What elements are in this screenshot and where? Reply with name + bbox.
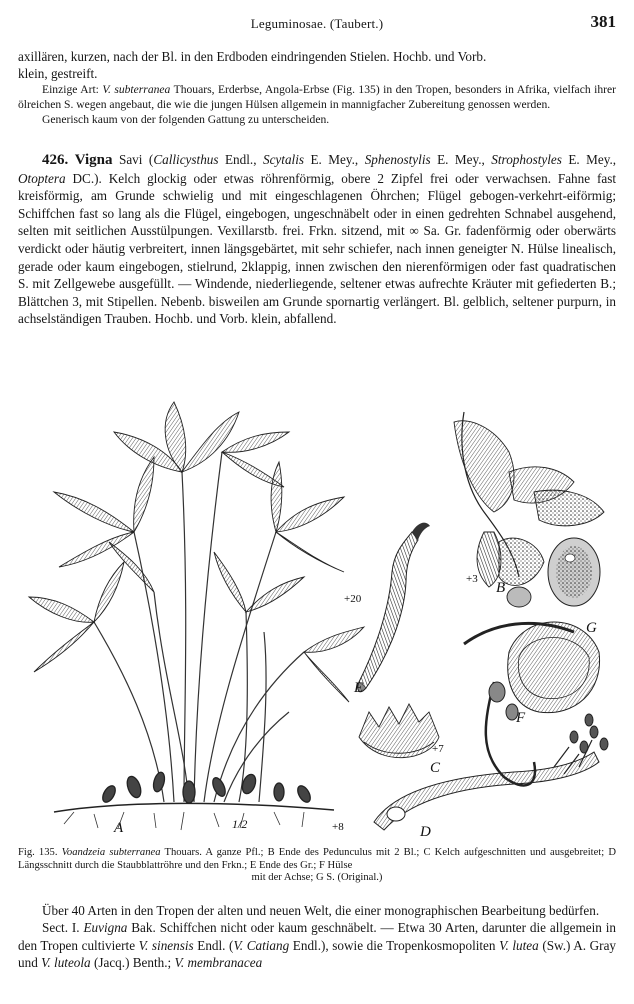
intro-section <box>18 48 616 127</box>
intro-line-2: klein, gestreift. <box>18 66 98 82</box>
species-paragraph: Einzige Art: V. subterranea Thouars, Erderbse, Angola-Erbse (Fig. 135) in den Tropen, besonders in Afrika, vielfach ihrer ölreichen S. wegen angebaut, die wie die jungen Hülsen allgemein in mannigfacher Zubereitung genossen werden. <box>18 83 616 112</box>
label-b: B <box>496 580 506 596</box>
genus-name: Vigna <box>74 152 113 168</box>
bottom-section <box>18 902 616 972</box>
label-d: D <box>420 824 431 840</box>
label-f: F <box>516 710 526 726</box>
figure-caption: Fig. 135. Voandzeia subterranea Thouars. A ganze Pfl.; B Ende des Pedunculus mit 2 Bl.; C Kelch aufgeschnitten und ausgebreitet; D Längsschnitt durch die Staubblattröhre und den Frkn.; E Ende des Gr.; F Hülse mit der Achse; G S. (Original.) <box>18 847 616 884</box>
label-e: E <box>354 680 364 696</box>
genus-number: 426. <box>42 152 69 168</box>
section-paragraph: Sect. I. Euvigna Bak. Schiffchen nicht oder kaum geschnäbelt. — Etwa 30 Arten, darunter die allgemein in den Tropen cultivierte V. sinensis Endl. (V. Catiang Endl.), sowie die Tropenkosmopoliten V. lutea (Sw.) A. Gray und V. luteola (Jacq.) Benth.; V. membranacea <box>18 920 617 971</box>
label-b-magnification: +3 <box>466 573 478 585</box>
species-count-paragraph: Über 40 Arten in den Tropen der alten und neuen Welt, die einer monographischen Bearbeitung bedürfen. <box>42 903 600 918</box>
generic-note: Generisch kaum von der folgenden Gattung zu unterscheiden. <box>42 113 330 127</box>
label-c-magnification: +7 <box>432 743 444 755</box>
label-half: 1/2 <box>232 817 248 831</box>
botanical-figure <box>14 382 620 844</box>
label-e-magnification: +20 <box>344 593 362 605</box>
genus-section <box>18 151 616 328</box>
plant-a-drawing <box>29 402 364 830</box>
label-d-magnification: +8 <box>332 821 344 833</box>
intro-line-1: axillären, kurzen, nach der Bl. in den Erdboden eindringenden Stielen. Hochb. und Vorb. <box>18 49 487 64</box>
figure-e-drawing <box>358 523 430 692</box>
figure-g-drawing <box>548 538 600 606</box>
genus-description: Kelch glockig oder etwas röhrenförmig, obere 2 Zipfel frei oder verwachsen. Fahne fast kreisförmig, am Grunde schwielig und mit eingeschlagenen Öhrchen; Flügel gebogen-verkehrt-eiförmig; Schiffchen fast so lang als die Flügel, eingebogen, ungeschnäbelt oder in einen gedrehten Schnabel ausgehend, selten mit seitlichen Ausstülpungen. Vexillarstb. frei. Frkn. sitzend, mit ∞ Sa. Gr. fadenförmig oder oberwärts verdickt oder häutig verbreitert, innen längsgebärtet, mit sehr schiefer, nach innen geneigter N. Hülse linealisch, gerade oder kaum eingebogen, stielrund, 2klappig, innen zwischen den nierenförmigen oder fast quadratischen S. mit Zellgewebe ausgefüllt. — Windende, niederliegende, seltener etwas aufrechte Kräuter mit gefiederten B.; Blättchen 3, mit Stipellen. Nebenb. bisweilen am Grunde spornartig verlängert. Bl. gelblich, seltener purpurn, in achselständigen Trauben. Hochb. und Vorb. klein, abfallend. <box>18 170 617 327</box>
species-name: V. subterranea <box>102 83 171 97</box>
figure-c-drawing <box>359 704 439 758</box>
page-number: 381 <box>590 12 616 31</box>
label-c: C <box>430 760 441 776</box>
running-head: Leguminosae. (Taubert.) <box>250 16 384 31</box>
label-a: A <box>114 820 124 836</box>
section-name: Euvigna <box>83 920 128 936</box>
label-g: G <box>586 620 597 636</box>
page-header <box>18 10 616 32</box>
genus-paragraph: 426. Vigna Savi (Callicysthus Endl., Scytalis E. Mey., Sphenostylis E. Mey., Strophostyles E. Mey., Otoptera DC.). Kelch glockig oder etwas röhrenförmig, obere 2 Zipfel frei oder verwachsen. Fahne fast kreisförmig, am Grunde schwielig und mit eingeschlagenen Öhrchen; Flügel gebogen-verkehrt-eiförmig; Schiffchen fast so lang als die Flügel, eingebogen, ungeschnäbelt oder in einen gedrehten Schnabel ausgehend, selten mit seitlichen Ausstülpungen. Vexillarstb. frei. Frkn. sitzend, mit ∞ Sa. Gr. fadenförmig oder oberwärts verdickt oder häutig verbreitert, innen längsgebärtet, mit sehr schiefer, nach innen geneigter N. Hülse linealisch, gerade oder kaum eingebogen, stielrund, 2klappig, innen zwischen den nierenförmigen oder fast quadratischen S. mit Zellgewebe ausgefüllt. — Windende, niederliegende, seltener etwas aufrechte Kräuter mit gefiederten B.; Blättchen 3, mit Stipellen. Nebenb. bisweilen am Grunde spornartig verlängert. Bl. gelblich, seltener purpurn, in achselständigen Trauben. Hochb. und Vorb. klein, abfallend. <box>18 152 617 327</box>
